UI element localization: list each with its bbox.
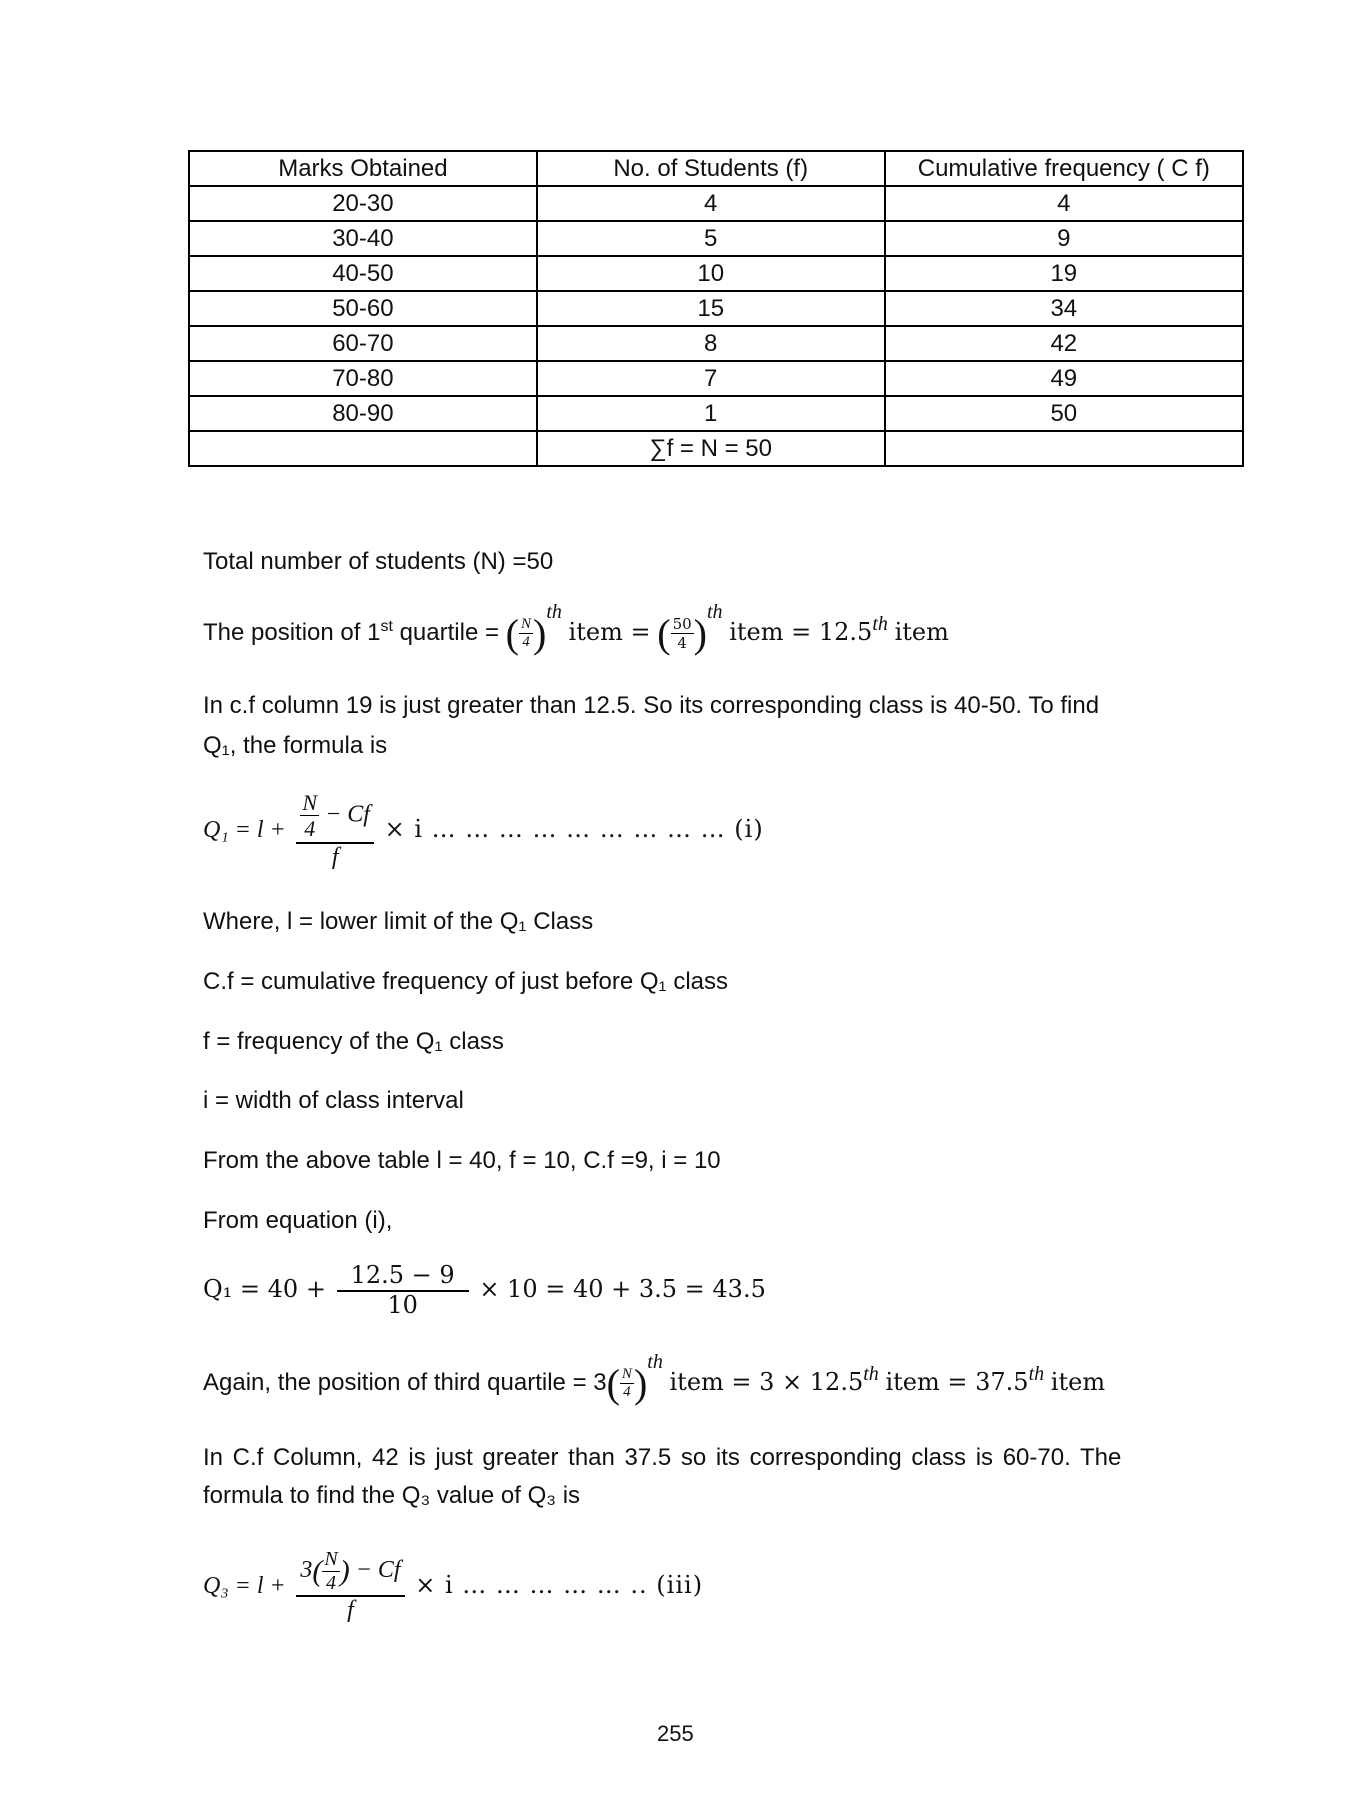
table-cell (885, 431, 1243, 466)
numerator: 12.5 − 9 (337, 1262, 469, 1292)
superscript: th (1028, 1362, 1045, 1385)
text: Q₁ = l + (203, 817, 286, 844)
table-cell: ∑f = N = 50 (537, 431, 885, 466)
denominator: 4 (522, 634, 530, 650)
text: quartile = (392, 618, 506, 646)
text: Q₃ = l + (203, 1572, 286, 1599)
paragraph: formula to find the Q₃ value of Q₃ is (203, 1482, 581, 1509)
table-cell: 7 (537, 361, 885, 396)
table-cell: 50-60 (189, 291, 537, 326)
table-cell: 4 (885, 186, 1243, 221)
paragraph: In c.f column 19 is just greater than 12.5. So its corresponding class is 40-50. To find (203, 692, 1100, 719)
numerator: N (621, 1366, 632, 1382)
table-cell: 9 (885, 221, 1243, 256)
superscript: th (863, 1362, 879, 1385)
q1-calculation (203, 1262, 766, 1319)
table-cell: 50 (885, 396, 1243, 431)
denominator: 4 (623, 1384, 631, 1400)
denominator: f (331, 843, 339, 870)
text: item = 37.5 (885, 1367, 1029, 1396)
table-row (189, 396, 1243, 431)
text: item (894, 617, 949, 646)
table-header: No. of Students (f) (537, 151, 885, 186)
text: Q₁ = 40 + (203, 1275, 326, 1304)
text: × 10 = 40 + 3.5 = 43.5 (479, 1275, 766, 1304)
text: 3 (300, 1557, 313, 1584)
definition: f = frequency of the Q₁ class (203, 1028, 504, 1055)
table-header: Marks Obtained (189, 151, 537, 186)
denominator: f (347, 1597, 354, 1623)
table-cell: 30-40 (189, 221, 537, 256)
numerator: N (520, 616, 531, 632)
numerator: N (324, 1548, 338, 1570)
denominator: 4 (677, 634, 687, 652)
numerator: 50 (672, 615, 692, 633)
q3-position-line: Again, the position of third quartile = 3( $\frac{N}{4}$ )$^{th}$ item = 3 × 12.5th item = 37.5th item (203, 1350, 1106, 1406)
table-cell: 10 (537, 256, 885, 291)
table-total-row (189, 431, 1243, 466)
table-row (189, 326, 1243, 361)
table-row (189, 361, 1243, 396)
table-cell: 80-90 (189, 396, 537, 431)
table-cell: 4 (537, 186, 885, 221)
denominator: 4 (326, 1572, 337, 1594)
text: item = 12.5 (729, 617, 873, 646)
definition: C.f = cumulative frequency of just before Q₁ class (203, 968, 728, 995)
frequency-table (188, 150, 1244, 467)
definition: i = width of class interval (203, 1087, 464, 1114)
table-cell: 42 (885, 326, 1243, 361)
text: − Cf (319, 801, 370, 828)
q1-position-line: The position of 1st quartile = ( $\frac{N}{4}$ )$^{th}$ item = ( $\frac{50}{4}$ )$^{th}$ item = 12.5th item (203, 600, 949, 656)
table-cell: 8 (537, 326, 885, 361)
superscript: th (647, 1350, 663, 1373)
text: × i … … … … … … … … … (i) (384, 815, 764, 844)
superscript: th (707, 600, 723, 623)
table-row (189, 221, 1243, 256)
table-header-row (189, 151, 1243, 186)
table-row (189, 186, 1243, 221)
table-row (189, 256, 1243, 291)
text: × i … … … … … .. (iii) (415, 1570, 704, 1599)
table-cell: 19 (885, 256, 1243, 291)
table-cell: 49 (885, 361, 1243, 396)
table-cell: 20-30 (189, 186, 537, 221)
paragraph: Q₁, the formula is (203, 732, 388, 759)
text: The position of 1 (203, 618, 381, 646)
text: item = (568, 617, 651, 646)
paragraph: From the above table l = 40, f = 10, C.f =9, i = 10 (203, 1147, 721, 1174)
text: item = 3 × 12.5 (669, 1367, 864, 1396)
q3-formula: Q₃ = l + 3( $\frac{N}{4}$ ) − Cf f × i … … … … … .. (iii) (203, 1548, 704, 1623)
denominator: 4 (304, 816, 316, 842)
table-cell: 34 (885, 291, 1243, 326)
table-cell: 40-50 (189, 256, 537, 291)
table-cell: 70-80 (189, 361, 537, 396)
superscript: th (872, 612, 888, 635)
text: − Cf (349, 1557, 401, 1584)
text: item (1050, 1367, 1106, 1396)
denominator: 10 (387, 1290, 418, 1319)
table-cell: 15 (537, 291, 885, 326)
table-cell: 1 (537, 396, 885, 431)
table-row (189, 291, 1243, 326)
superscript: st (380, 617, 393, 635)
table-cell: 60-70 (189, 326, 537, 361)
q1-formula (203, 790, 764, 871)
text: Again, the position of third quartile = 3 (203, 1368, 607, 1396)
definition: Where, l = lower limit of the Q₁ Class (203, 908, 594, 935)
superscript: th (546, 600, 562, 623)
paragraph: From equation (i), (203, 1207, 393, 1234)
paragraph: In C.f Column, 42 is just greater than 37.5 so its corresponding class is 60-70. The (203, 1444, 1122, 1471)
total-students-text: Total number of students (N) =50 (203, 548, 554, 575)
table-cell (189, 431, 537, 466)
page-number: 255 (657, 1721, 694, 1746)
numerator: N (302, 790, 318, 815)
table-header: Cumulative frequency ( C f) (885, 151, 1243, 186)
table-cell: 5 (537, 221, 885, 256)
